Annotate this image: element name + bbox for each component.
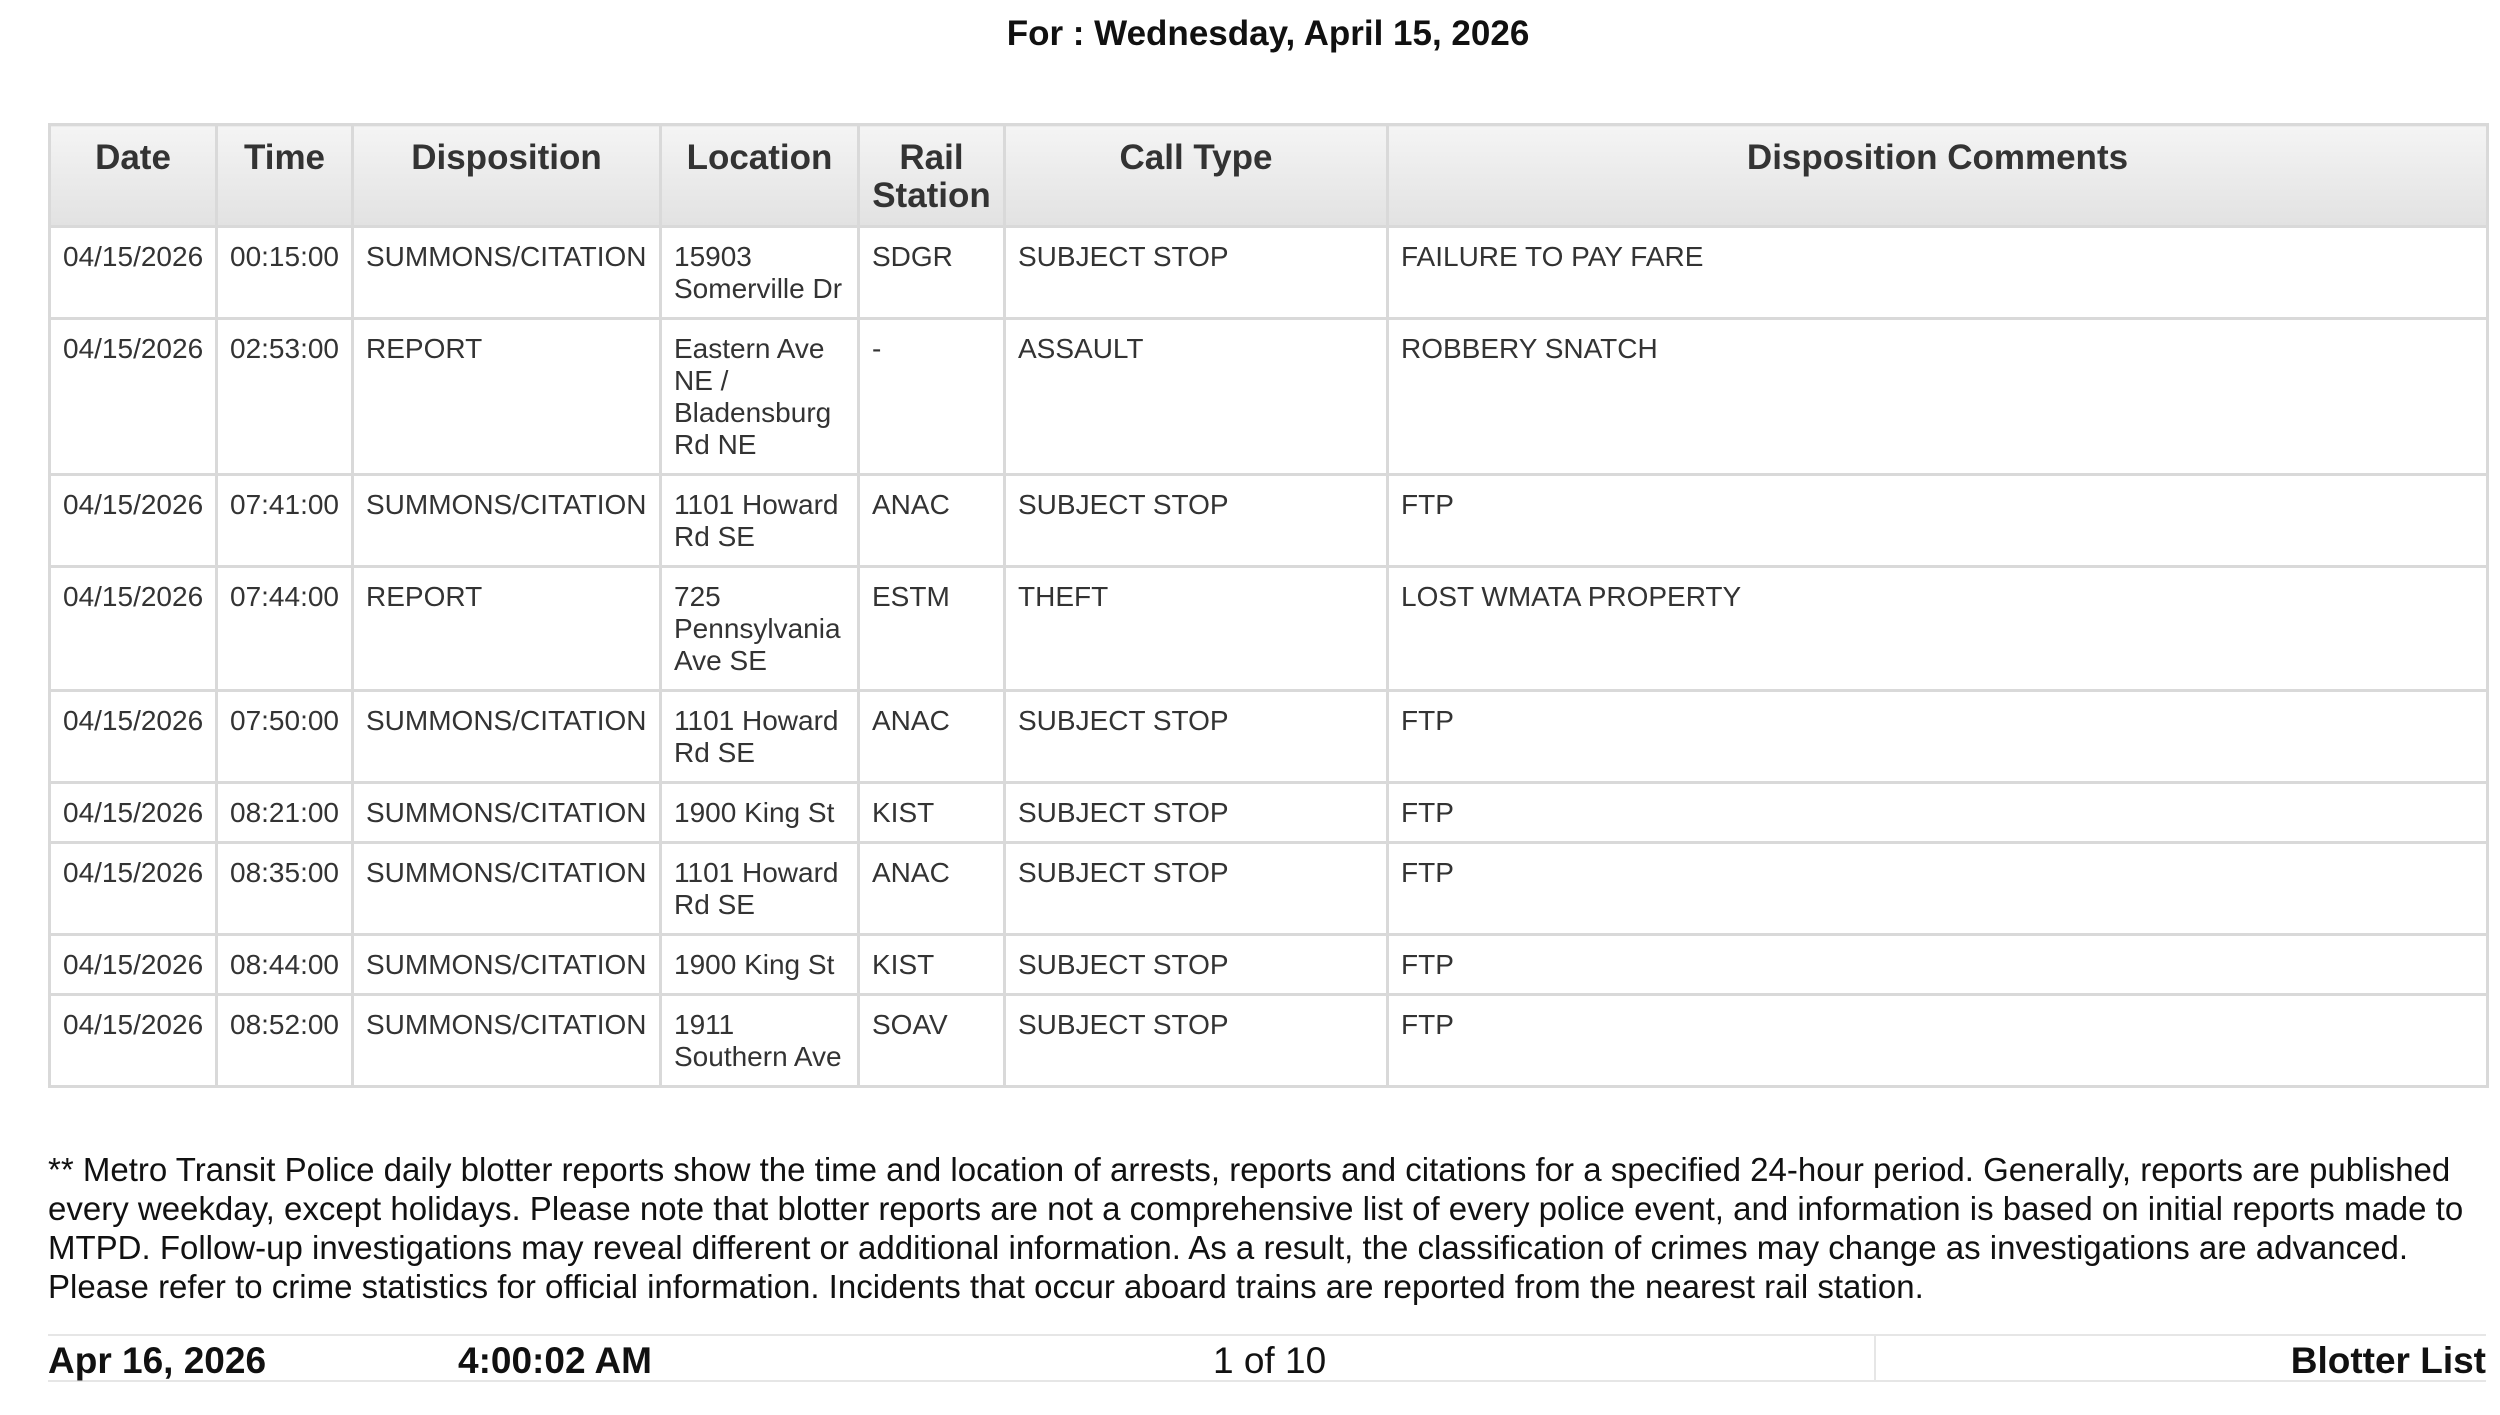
cell-rail-station: SOAV xyxy=(859,995,1005,1087)
cell-time: 08:21:00 xyxy=(217,783,353,843)
cell-date: 04/15/2026 xyxy=(50,935,217,995)
cell-disposition: REPORT xyxy=(353,319,661,475)
cell-disposition-comments: ROBBERY SNATCH xyxy=(1388,319,2488,475)
cell-date: 04/15/2026 xyxy=(50,783,217,843)
cell-disposition: SUMMONS/CITATION xyxy=(353,227,661,319)
cell-disposition-comments: FTP xyxy=(1388,783,2488,843)
cell-disposition-comments: FTP xyxy=(1388,691,2488,783)
cell-rail-station: KIST xyxy=(859,783,1005,843)
footer-report-name: Blotter List xyxy=(2290,1340,2486,1381)
cell-disposition-comments: FAILURE TO PAY FARE xyxy=(1388,227,2488,319)
cell-disposition: SUMMONS/CITATION xyxy=(353,995,661,1087)
cell-date: 04/15/2026 xyxy=(50,843,217,935)
cell-disposition: SUMMONS/CITATION xyxy=(353,843,661,935)
cell-date: 04/15/2026 xyxy=(50,691,217,783)
cell-call-type: SUBJECT STOP xyxy=(1005,227,1388,319)
table-row xyxy=(50,567,2488,691)
cell-call-type: SUBJECT STOP xyxy=(1005,783,1388,843)
table-header-row xyxy=(50,125,2488,227)
cell-disposition: SUMMONS/CITATION xyxy=(353,475,661,567)
cell-date: 04/15/2026 xyxy=(50,319,217,475)
cell-disposition: SUMMONS/CITATION xyxy=(353,691,661,783)
cell-time: 07:41:00 xyxy=(217,475,353,567)
cell-date: 04/15/2026 xyxy=(50,227,217,319)
cell-rail-station: ESTM xyxy=(859,567,1005,691)
cell-time: 08:35:00 xyxy=(217,843,353,935)
cell-location: 1101 Howard Rd SE xyxy=(661,475,859,567)
cell-disposition-comments: FTP xyxy=(1388,475,2488,567)
table-row xyxy=(50,995,2488,1087)
cell-location: 15903 Somerville Dr xyxy=(661,227,859,319)
cell-call-type: ASSAULT xyxy=(1005,319,1388,475)
header-date: Date xyxy=(50,125,217,227)
cell-rail-station: ANAC xyxy=(859,691,1005,783)
cell-time: 08:44:00 xyxy=(217,935,353,995)
cell-disposition-comments: LOST WMATA PROPERTY xyxy=(1388,567,2488,691)
header-location: Location xyxy=(661,125,859,227)
cell-call-type: SUBJECT STOP xyxy=(1005,843,1388,935)
cell-location: 1911 Southern Ave xyxy=(661,995,859,1087)
table-row xyxy=(50,691,2488,783)
cell-time: 07:50:00 xyxy=(217,691,353,783)
cell-date: 04/15/2026 xyxy=(50,475,217,567)
header-call-type: Call Type xyxy=(1005,125,1388,227)
cell-call-type: THEFT xyxy=(1005,567,1388,691)
cell-location: 1900 King St xyxy=(661,783,859,843)
cell-location: Eastern Ave NE / Bladensburg Rd NE xyxy=(661,319,859,475)
cell-rail-station: SDGR xyxy=(859,227,1005,319)
table-row xyxy=(50,935,2488,995)
cell-disposition-comments: FTP xyxy=(1388,995,2488,1087)
cell-call-type: SUBJECT STOP xyxy=(1005,995,1388,1087)
cell-date: 04/15/2026 xyxy=(50,995,217,1087)
cell-rail-station: ANAC xyxy=(859,843,1005,935)
cell-disposition: SUMMONS/CITATION xyxy=(353,783,661,843)
cell-rail-station: KIST xyxy=(859,935,1005,995)
cell-disposition-comments: FTP xyxy=(1388,843,2488,935)
table-row xyxy=(50,319,2488,475)
table-row xyxy=(50,843,2488,935)
cell-location: 1101 Howard Rd SE xyxy=(661,691,859,783)
page-footer xyxy=(48,1334,2486,1382)
header-disposition: Disposition xyxy=(353,125,661,227)
header-disposition-comments: Disposition Comments xyxy=(1388,125,2488,227)
header-rail-station: Rail Station xyxy=(859,125,1005,227)
cell-location: 725 Pennsylvania Ave SE xyxy=(661,567,859,691)
header-time: Time xyxy=(217,125,353,227)
report-title: For : Wednesday, April 15, 2026 xyxy=(1006,14,1530,53)
cell-time: 08:52:00 xyxy=(217,995,353,1087)
cell-disposition: SUMMONS/CITATION xyxy=(353,935,661,995)
disclaimer-footnote: ** Metro Transit Police daily blotter reports show the time and location of arrests, reports and citations for a specified 24-hour period. Generally, reports are published every weekday, except holidays. Please note that blotter reports are not a comprehensive list of every police event, and information is based on initial reports made to MTPD. Follow-up investigations may reveal different or additional information. As a result, the classification of crimes may change as investigations are advanced. Please refer to crime statistics for official information. Incidents that occur aboard trains are reported from the nearest rail station. xyxy=(48,1151,2464,1305)
cell-disposition: REPORT xyxy=(353,567,661,691)
cell-call-type: SUBJECT STOP xyxy=(1005,691,1388,783)
footer-print-date: Apr 16, 2026 xyxy=(48,1340,267,1381)
cell-call-type: SUBJECT STOP xyxy=(1005,475,1388,567)
table-row xyxy=(50,227,2488,319)
cell-call-type: SUBJECT STOP xyxy=(1005,935,1388,995)
cell-rail-station: - xyxy=(859,319,1005,475)
table-row xyxy=(50,783,2488,843)
footer-print-time: 4:00:02 AM xyxy=(458,1340,652,1381)
cell-rail-station: ANAC xyxy=(859,475,1005,567)
cell-time: 00:15:00 xyxy=(217,227,353,319)
footer-page-number: 1 of 10 xyxy=(1213,1340,1327,1381)
cell-location: 1900 King St xyxy=(661,935,859,995)
cell-time: 02:53:00 xyxy=(217,319,353,475)
cell-date: 04/15/2026 xyxy=(50,567,217,691)
cell-disposition-comments: FTP xyxy=(1388,935,2488,995)
cell-time: 07:44:00 xyxy=(217,567,353,691)
cell-location: 1101 Howard Rd SE xyxy=(661,843,859,935)
table-row xyxy=(50,475,2488,567)
footer-divider xyxy=(1874,1336,1876,1380)
blotter-table xyxy=(48,123,2489,1088)
